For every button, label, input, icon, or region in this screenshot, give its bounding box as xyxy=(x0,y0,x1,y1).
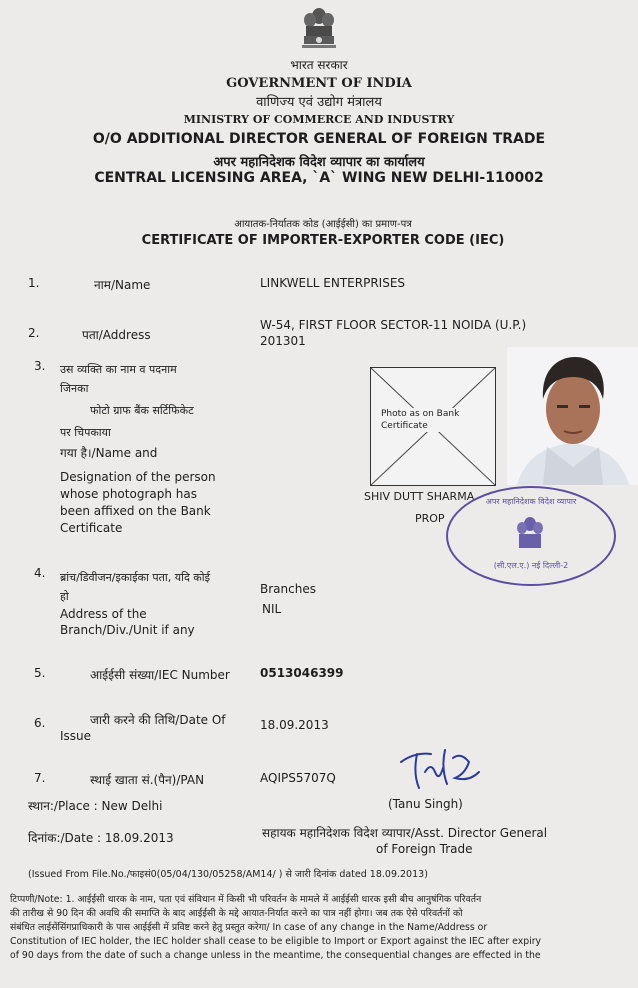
person-photograph xyxy=(507,347,638,485)
field-7-number: 7. xyxy=(34,771,46,785)
hindi-cert-title: आयातक-निर्यातक कोड (आईईसी) का प्रमाण-पत्र xyxy=(234,219,412,230)
field-4-label-line2: हो xyxy=(60,590,69,603)
photo-caption xyxy=(381,408,459,432)
field-3-label-line7: whose photograph has xyxy=(60,487,197,501)
date-line: दिनांक:/Date : 18.09.2013 xyxy=(28,831,174,845)
field-date-label-line1: जारी करने की तिथि/Date Of xyxy=(90,713,226,727)
field-3-label-line1: उस व्यक्ति का नाम व पदनाम xyxy=(60,363,177,376)
field-2-number: 2. xyxy=(28,326,40,340)
hindi-ministry: वाणिज्य एवं उद्योग मंत्रालय xyxy=(256,95,382,110)
national-emblem-icon xyxy=(294,4,344,54)
field-3-number: 3. xyxy=(34,359,46,373)
field-date-label-line2: Issue xyxy=(60,729,92,743)
field-1-number: 1. xyxy=(28,276,40,290)
field-3-label-line3: फोटो ग्राफ बैंक सर्टिफिकेट xyxy=(90,404,194,417)
photo-person-name: SHIV DUTT SHARMA xyxy=(364,490,475,503)
stamp-emblem-icon xyxy=(512,514,548,554)
signatory-title-line1: सहायक महानिदेशक विदेश व्यापार/Asst. Director General xyxy=(262,826,548,840)
field-4-label-line4: Branch/Div./Unit if any xyxy=(60,623,195,637)
note-line2: की तारीख से 90 दिन की अवधि की समाप्ति के बाद आईईसी के मद्दे आयात-निर्यात करने का पात्र नहीं होगा। जब तक ऐसे परिवर्तनों को xyxy=(10,908,463,919)
field-pan-label: स्थाई खाता सं.(पैन)/PAN xyxy=(90,773,205,787)
field-4-number: 4. xyxy=(34,566,46,580)
field-5-number: 5. xyxy=(34,666,46,680)
field-branches-value-line1: Branches xyxy=(260,582,316,596)
field-iec-label: आईईसी संख्या/IEC Number xyxy=(90,668,230,682)
note-line5: of 90 days from the date of such a change unless in the meantime, the consequential changes are effected in the xyxy=(10,950,541,961)
field-3-label-line5: गया है।/Name and xyxy=(60,446,158,460)
hindi-govt: भारत सरकार xyxy=(290,58,348,72)
field-name-label: नाम/Name xyxy=(94,278,151,292)
field-6-number: 6. xyxy=(34,716,46,730)
photo-placeholder-box xyxy=(370,367,496,486)
place-line: स्थान:/Place : New Delhi xyxy=(28,799,163,813)
field-address-label: पता/Address xyxy=(82,328,151,342)
field-date-value: 18.09.2013 xyxy=(260,718,329,732)
note-line4: Constitution of IEC holder, the IEC holder shall cease to be eligible to Import or Export against the IEC after expiry xyxy=(10,936,542,947)
area-title: CENTRAL LICENSING AREA, `A` WING NEW DELHI-110002 xyxy=(94,170,544,186)
field-3-label-line8: been affixed on the Bank xyxy=(60,504,211,518)
hindi-office: अपर महानिदेशक विदेश व्यापार का कार्यालय xyxy=(213,155,425,170)
ministry-title: MINISTRY OF COMMERCE AND INDUSTRY xyxy=(183,113,455,126)
field-branches-value-line2: NIL xyxy=(262,602,282,616)
signatory-name: (Tanu Singh) xyxy=(388,797,463,811)
note-line1: टिप्पणी/Note: 1. आईईसी धारक के नाम, पता एवं संविधान में किसी भी परिवर्तन के मामले में आईईसी धारक इसी बीच आनुषंगिक परिवर्तन xyxy=(10,894,482,905)
field-name-value: LINKWELL ENTERPRISES xyxy=(260,276,406,290)
official-stamp xyxy=(446,486,616,586)
field-3-label-line9: Certificate xyxy=(60,521,123,535)
note-block xyxy=(10,893,635,963)
field-3-label-line4: पर चिपकाया xyxy=(60,426,111,439)
field-address-value-line2: 201301 xyxy=(260,334,306,348)
signature-icon xyxy=(395,738,485,794)
photo-caption-line2: Certificate xyxy=(381,421,428,431)
office-title: O/O ADDITIONAL DIRECTOR GENERAL OF FOREIGN TRADE xyxy=(92,131,546,147)
signatory-title-line2: of Foreign Trade xyxy=(376,842,473,856)
stamp-top-text: अपर महानिदेशक विदेश व्यापार xyxy=(485,497,577,506)
field-pan-value: AQIPS5707Q xyxy=(260,771,336,785)
govt-title: GOVERNMENT OF INDIA xyxy=(226,76,412,91)
field-4-label-line3: Address of the xyxy=(60,607,147,621)
photo-caption-line1: Photo as on Bank xyxy=(381,409,460,419)
field-3-label-line6: Designation of the person xyxy=(60,470,216,484)
note-line3: संबंधित लाईसेंसिंगप्राधिकारी के पास आईईसी में प्रविष्ट करने हेतु प्रस्तुत करेगा/ In case of any change in the Name/Address or xyxy=(10,922,488,933)
field-3-label-line2: जिनका xyxy=(60,382,89,395)
field-address-value-line1: W-54, FIRST FLOOR SECTOR-11 NOIDA (U.P.) xyxy=(260,318,527,332)
issued-from-line: (Issued From File.No./फाइसं0(05/04/130/05258/AM14/ ) से जारी दिनांक dated 18.09.2013) xyxy=(28,869,428,880)
stamp-bottom-text: (सी.एल.ए.) नई दिल्ली-2 xyxy=(493,561,569,570)
photo-person-designation: PROP xyxy=(415,512,445,525)
cert-title: CERTIFICATE OF IMPORTER-EXPORTER CODE (IEC) xyxy=(141,233,505,248)
field-iec-value: 0513046399 xyxy=(260,666,344,680)
field-4-label-line1: ब्रांच/डिवीजन/इकाईका पता, यदि कोई xyxy=(60,571,211,584)
